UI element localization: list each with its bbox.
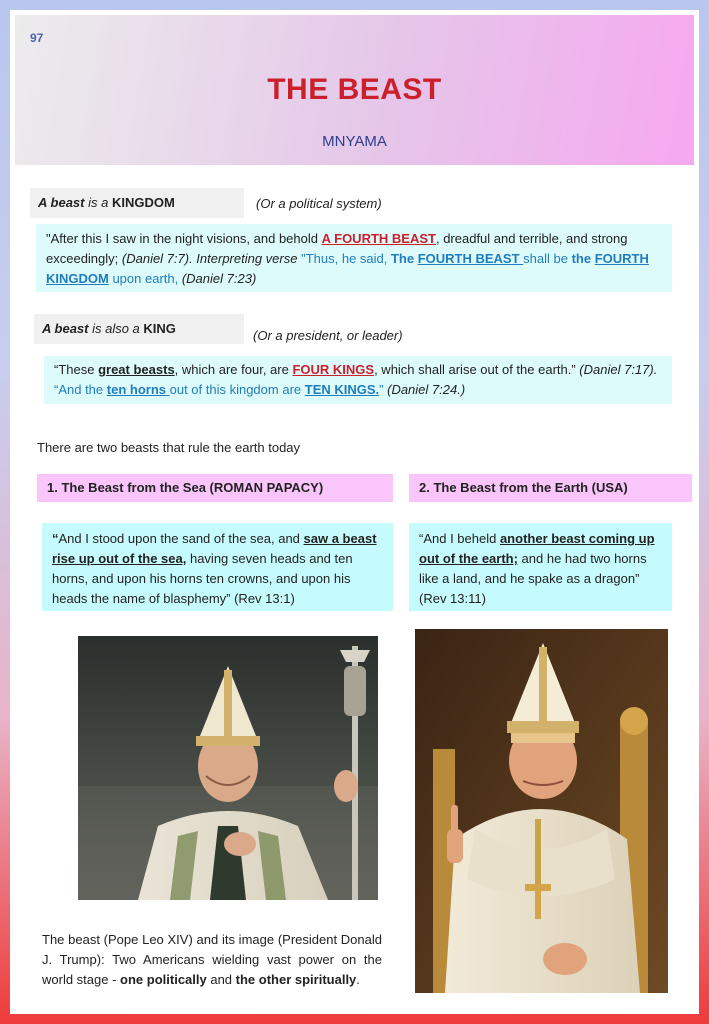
header-banner [15, 15, 694, 165]
earth-q2: another beast coming up out of the earth; [419, 531, 655, 566]
king-q4: FOUR KINGS [292, 362, 375, 377]
kingdom-q6: The [390, 251, 418, 266]
caption-c5: . [356, 972, 360, 987]
page [10, 10, 699, 1014]
king-q10: TEN KINGS. [304, 382, 380, 397]
kingdom-label-a: A beast [38, 195, 85, 210]
kingdom-q11: upon earth, [108, 271, 182, 286]
sea-q4: having seven heads and ten horns, and upon his horns ten crowns, and upon his heads the name of blasphemy” (Rev 13:1) [52, 551, 353, 606]
king-q6: (Daniel 7:17). [579, 362, 658, 377]
sea-q2: And I stood upon the sand of the sea, and [58, 531, 304, 546]
kingdom-q5: "Thus, he said, [301, 251, 391, 266]
president-photo [415, 629, 668, 993]
king-q3: , which are four, are [174, 362, 293, 377]
king-q12: (Daniel 7:24.) [383, 382, 466, 397]
king-q1: “These [54, 362, 99, 377]
kingdom-q1: "After this I saw in the night visions, and behold [46, 231, 322, 246]
king-q8: ten horns [106, 382, 170, 397]
earth-q3: and he had two horns like a land, and he spake as a dragon” (Rev 13:11) [419, 551, 647, 606]
kingdom-q9: the [571, 251, 595, 266]
king-aside: (Or a president, or leader) [253, 328, 403, 343]
king-q5: , which shall arise out of the earth.” [374, 362, 580, 377]
king-q9: out of this kingdom are [169, 382, 305, 397]
kingdom-q10: FOURTH KINGDOM [46, 251, 649, 286]
caption-c4: the other spiritually [235, 972, 357, 987]
pope-photo [78, 636, 378, 900]
caption-c2: one politically [120, 972, 207, 987]
kingdom-label-c: KINGDOM [111, 195, 175, 210]
king-q11: ” [379, 382, 384, 397]
king-quote [44, 356, 672, 404]
king-label [34, 314, 244, 344]
kingdom-label-b: is a [84, 195, 112, 210]
kingdom-quote [36, 224, 672, 292]
kingdom-aside: (Or a political system) [256, 196, 382, 211]
earth-q1: “And I beheld [419, 531, 500, 546]
caption-c1: The beast (Pope Leo XIV) and its image (President Donald J. Trump): Two Americans wielding vast power on the world stage - [42, 932, 382, 987]
sea-q3: saw a beast rise up out of the sea, [52, 531, 377, 566]
kingdom-q2: A FOURTH BEAST [321, 231, 436, 246]
kingdom-q8: shall be [523, 251, 572, 266]
king-label-c: KING [143, 321, 176, 336]
page-subtitle: MNYAMA [322, 133, 387, 150]
sea-q1: “ [52, 531, 59, 546]
sea-beast-heading: 1. The Beast from the Sea (ROMAN PAPACY) [37, 474, 393, 502]
page-number: 97 [30, 31, 44, 45]
king-label-a: A beast [42, 321, 89, 336]
king-q7: “And the [54, 382, 107, 397]
kingdom-q7: FOURTH BEAST [417, 251, 524, 266]
kingdom-label [30, 188, 244, 218]
king-q2: great beasts [98, 362, 175, 377]
sea-beast-quote [42, 523, 393, 611]
king-label-b: is also a [88, 321, 144, 336]
caption-c3: and [206, 972, 236, 987]
pope-photo-illustration [78, 636, 378, 900]
kingdom-q4: (Daniel 7:7). Interpreting verse [121, 251, 302, 266]
president-photo-illustration [415, 629, 668, 993]
photo-caption [42, 930, 382, 990]
kingdom-q3: , dreadful and terrible, and strong exceedingly; [46, 231, 628, 266]
page-title: THE BEAST [267, 73, 442, 106]
earth-beast-quote [409, 523, 672, 611]
earth-beast-heading: 2. The Beast from the Earth (USA) [409, 474, 692, 502]
intro-text: There are two beasts that rule the earth today [37, 440, 301, 455]
kingdom-q12: (Daniel 7:23) [181, 271, 257, 286]
